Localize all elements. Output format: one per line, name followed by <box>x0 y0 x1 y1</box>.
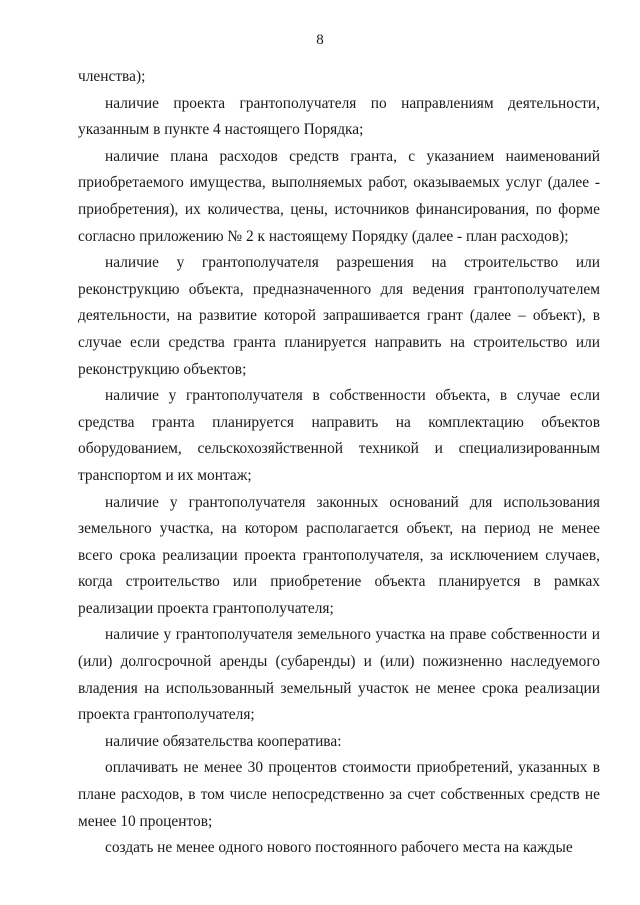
page-number: 8 <box>316 32 324 48</box>
paragraph: наличие у грантополучателя земельного участка на праве собственности и (или) долгосрочной аренды (субаренды) и (или) пожизненно наследуемого владения на использованный земельный участок не менее срока реализации проекта грантополучателя; <box>78 626 600 724</box>
paragraph: наличие плана расходов средств гранта, с указанием наименований приобретаемого имущества, выполняемых работ, оказываемых услуг (далее - приобретения), их количества, цены, источников финансирования, по форме согласно приложению № 2 к настоящему Порядку (далее - план расходов); <box>78 147 600 245</box>
paragraph: оплачивать не менее 30 процентов стоимости приобретений, указанных в плане расходов, в том числе непосредственно за счет собственных средств не менее 10 процентов; <box>78 759 600 830</box>
paragraph: наличие у грантополучателя законных оснований для использования земельного участка, на котором располагается объект, на период не менее всего срока реализации проекта грантополучателя, за исключением случаев, когда строительство или приобретение объекта планируется в рамках реализации проекта грантополучателя; <box>78 493 600 617</box>
paragraph-continuation: членства); <box>78 68 146 85</box>
paragraph: наличие у грантополучателя в собственности объекта, в случае если средства гранта планируется направить на комплектацию объектов оборудованием, сельскохозяйственной техникой и специализированным транспортом и их монтаж; <box>78 387 600 484</box>
paragraph: наличие у грантополучателя разрешения на строительство или реконструкцию объекта, предназначенного для ведения грантополучателем деятельности, на развитие которой запрашивается грант (далее – объект), в случае если средства гранта планируется направить на строительство или реконструкцию объектов; <box>78 254 600 378</box>
document-body <box>78 64 600 862</box>
paragraph: наличие обязательства кооператива: <box>105 732 342 750</box>
paragraph: создать не менее одного нового постоянного рабочего места на каждые <box>105 839 573 857</box>
paragraph: наличие проекта грантополучателя по направлениям деятельности, указанным в пункте 4 настоящего Порядка; <box>78 94 600 139</box>
